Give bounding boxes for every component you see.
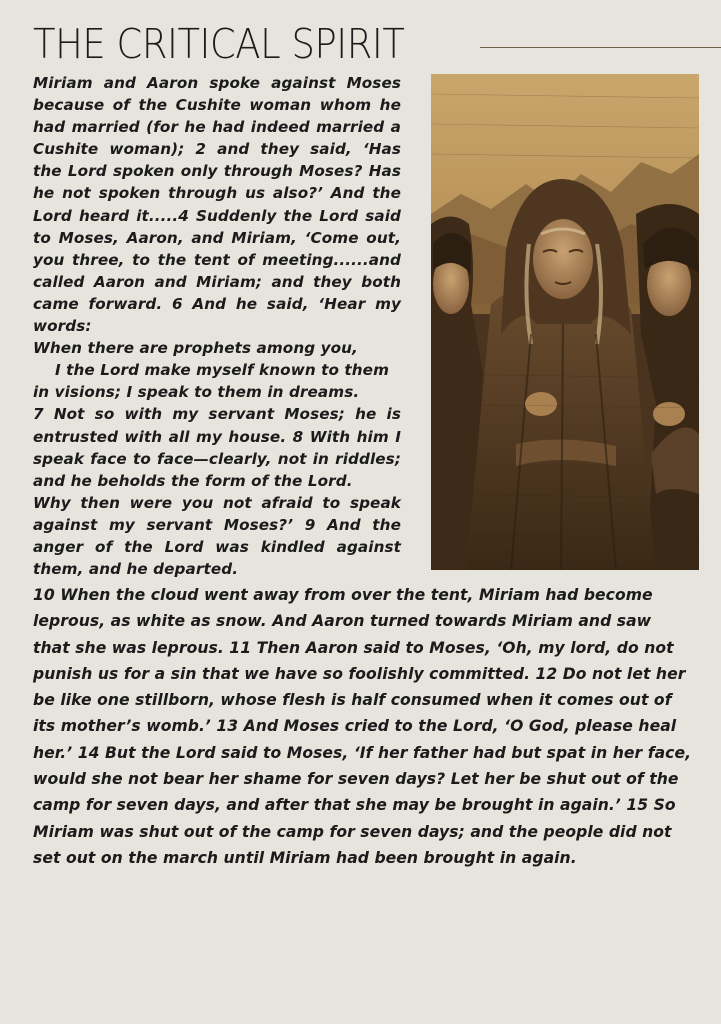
scripture-column	[33, 72, 401, 580]
scripture-paragraph-1: Miriam and Aaron spoke against Moses because of the Cushite woman whom he had married (for he had indeed married a Cushite woman); 2 and they said, ‘Has the Lord spoken only through Moses? Has he not spoken through us also?’ And the Lord heard it.....4 Suddenly the Lord said to Moses, Aaron, and Miriam, ‘Come out, you three, to the tent of meeting......and called Aaron and Miriam; and they both came forward. 6 And he said, ‘Hear my words:	[33, 74, 401, 336]
page-title: THE CRITICAL SPIRIT	[33, 20, 405, 68]
scripture-paragraph-3: Why then were you not afraid to speak against my servant Moses?’ 9 And the anger of the Lord was kindled against them, and he departed.	[33, 493, 401, 579]
scripture-poem-line-1: When there are prophets among you,	[33, 339, 358, 358]
title-divider	[480, 47, 721, 48]
three-women-sepia-illustration-icon	[431, 74, 699, 570]
illustration-three-women	[431, 74, 699, 570]
scripture-poem-line-2: I the Lord make myself known to them in visions; I speak to them in dreams.	[33, 361, 390, 402]
scripture-paragraph-4: 10 When the cloud went away from over the tent, Miriam had become leprous, as white as snow. And Aaron turned towards Miriam and saw that she was leprous. 11 Then Aaron said to Moses, ‘Oh, my lord, do not punish us for a sin that we have so foolishly committed. 12 Do not let her be like one stillborn, whose flesh is half consumed when it comes out of its mother’s womb.’ 13 And Moses cried to the Lord, ‘O God, please heal her.’ 14 But the Lord said to Moses, ‘If her father had but spat in her face, would she not bear her shame for seven days? Let her be shut out of the camp for seven days, and after that she may be brought in again.’ 15 So Miriam was shut out of the camp for seven days; and the people did not set out on the march until Miriam had been brought in again.	[33, 586, 692, 867]
scripture-paragraph-2: 7 Not so with my servant Moses; he is entrusted with all my house. 8 With him I speak face to face—clearly, not in riddles; and he beholds the form of the Lord.	[33, 405, 401, 490]
